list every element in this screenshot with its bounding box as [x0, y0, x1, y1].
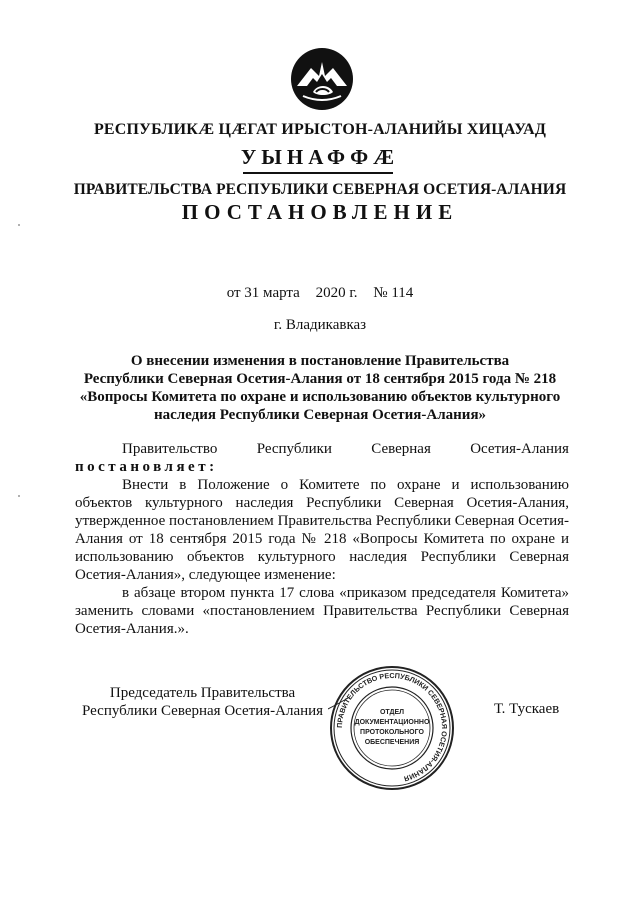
doc-number: № 114 — [373, 285, 414, 301]
gov-word: Северная — [371, 441, 431, 457]
stamp-center-line: ДОКУМЕНТАЦИОННО — [354, 719, 430, 726]
title-line: Республики Северная Осетия-Алания от 18 сентября 2015 года № 218 — [83, 371, 557, 387]
svg-text:ПРАВИТЕЛЬСТВО РЕСПУБЛИКИ СЕВЕР — [335, 671, 449, 783]
body-paragraph: Внести в Положение о Комитете по охране и использованию объектов культурного наследия Республики Северная Осетия-Алания, утвержденное постановлением Правительства Республики Северная Осетия-Алания от 18 сентября 2015 года № 218 «Вопросы Комитета по охране и использованию объектов культурного наследия Республики Северная Осетия-Алания», следующее изменение: — [75, 477, 569, 583]
title-line: О внесении изменения в постановление Правительства — [130, 353, 510, 369]
doc-date: от 31 марта — [226, 285, 300, 301]
russian-doc-type: ПОСТАНОВЛЕНИЕ — [181, 200, 459, 224]
stamp-center-line: ПРОТОКОЛЬНОГО — [360, 729, 424, 736]
signatory-position — [82, 684, 323, 720]
stamp-ring-text: ПРАВИТЕЛЬСТВО РЕСПУБЛИКИ СЕВЕРНАЯ ОСЕТИЯ-АЛАНИЯ — [334, 670, 450, 784]
official-stamp-icon — [328, 664, 456, 792]
date-line — [0, 285, 640, 302]
doc-type-underline — [243, 172, 393, 174]
ossetian-doc-type: УЫНАФФӔ — [240, 145, 400, 169]
city-name: г. Владикавказ — [273, 317, 367, 333]
signatory-name: Т. Тускаев — [494, 701, 560, 717]
gov-word: Республики — [256, 441, 332, 457]
body-paragraph: в абзаце втором пункта 17 слова «приказом председателя Комитета» заменить словами «постановлением Правительства Республики Северная Осетия-Алания.». — [75, 585, 569, 637]
position-line: Председатель Правительства — [109, 685, 296, 701]
document-body — [75, 440, 569, 638]
scan-speck — [18, 495, 20, 497]
ossetian-republic-heading: РЕСПУБЛИКӔ ЦӔГАТ ИРЫСТОН-АЛАНИЙЫ ХИЦАУАД — [93, 121, 547, 138]
scan-speck — [18, 224, 20, 226]
russian-government-heading: ПРАВИТЕЛЬСТВА РЕСПУБЛИКИ СЕВЕРНАЯ ОСЕТИЯ-АЛАНИЯ — [73, 181, 567, 198]
position-line: Республики Северная Осетия-Алания — [82, 703, 324, 719]
doc-year: 2020 г. — [315, 285, 358, 301]
document-title — [60, 352, 580, 424]
gov-word: Осетия-Алания — [470, 441, 569, 457]
title-line: «Вопросы Комитета по охране и использованию объектов культурного — [79, 389, 561, 405]
government-line — [75, 440, 569, 458]
resolves-word: постановляет: — [75, 459, 218, 475]
title-line: наследия Республики Северная Осетия-Алания» — [153, 407, 487, 423]
stamp-center-line: ОБЕСПЕЧЕНИЯ — [364, 739, 420, 746]
republic-emblem-icon — [289, 46, 355, 112]
stamp-center-line: ОТДЕЛ — [379, 709, 405, 716]
gov-word: Правительство — [122, 441, 218, 457]
